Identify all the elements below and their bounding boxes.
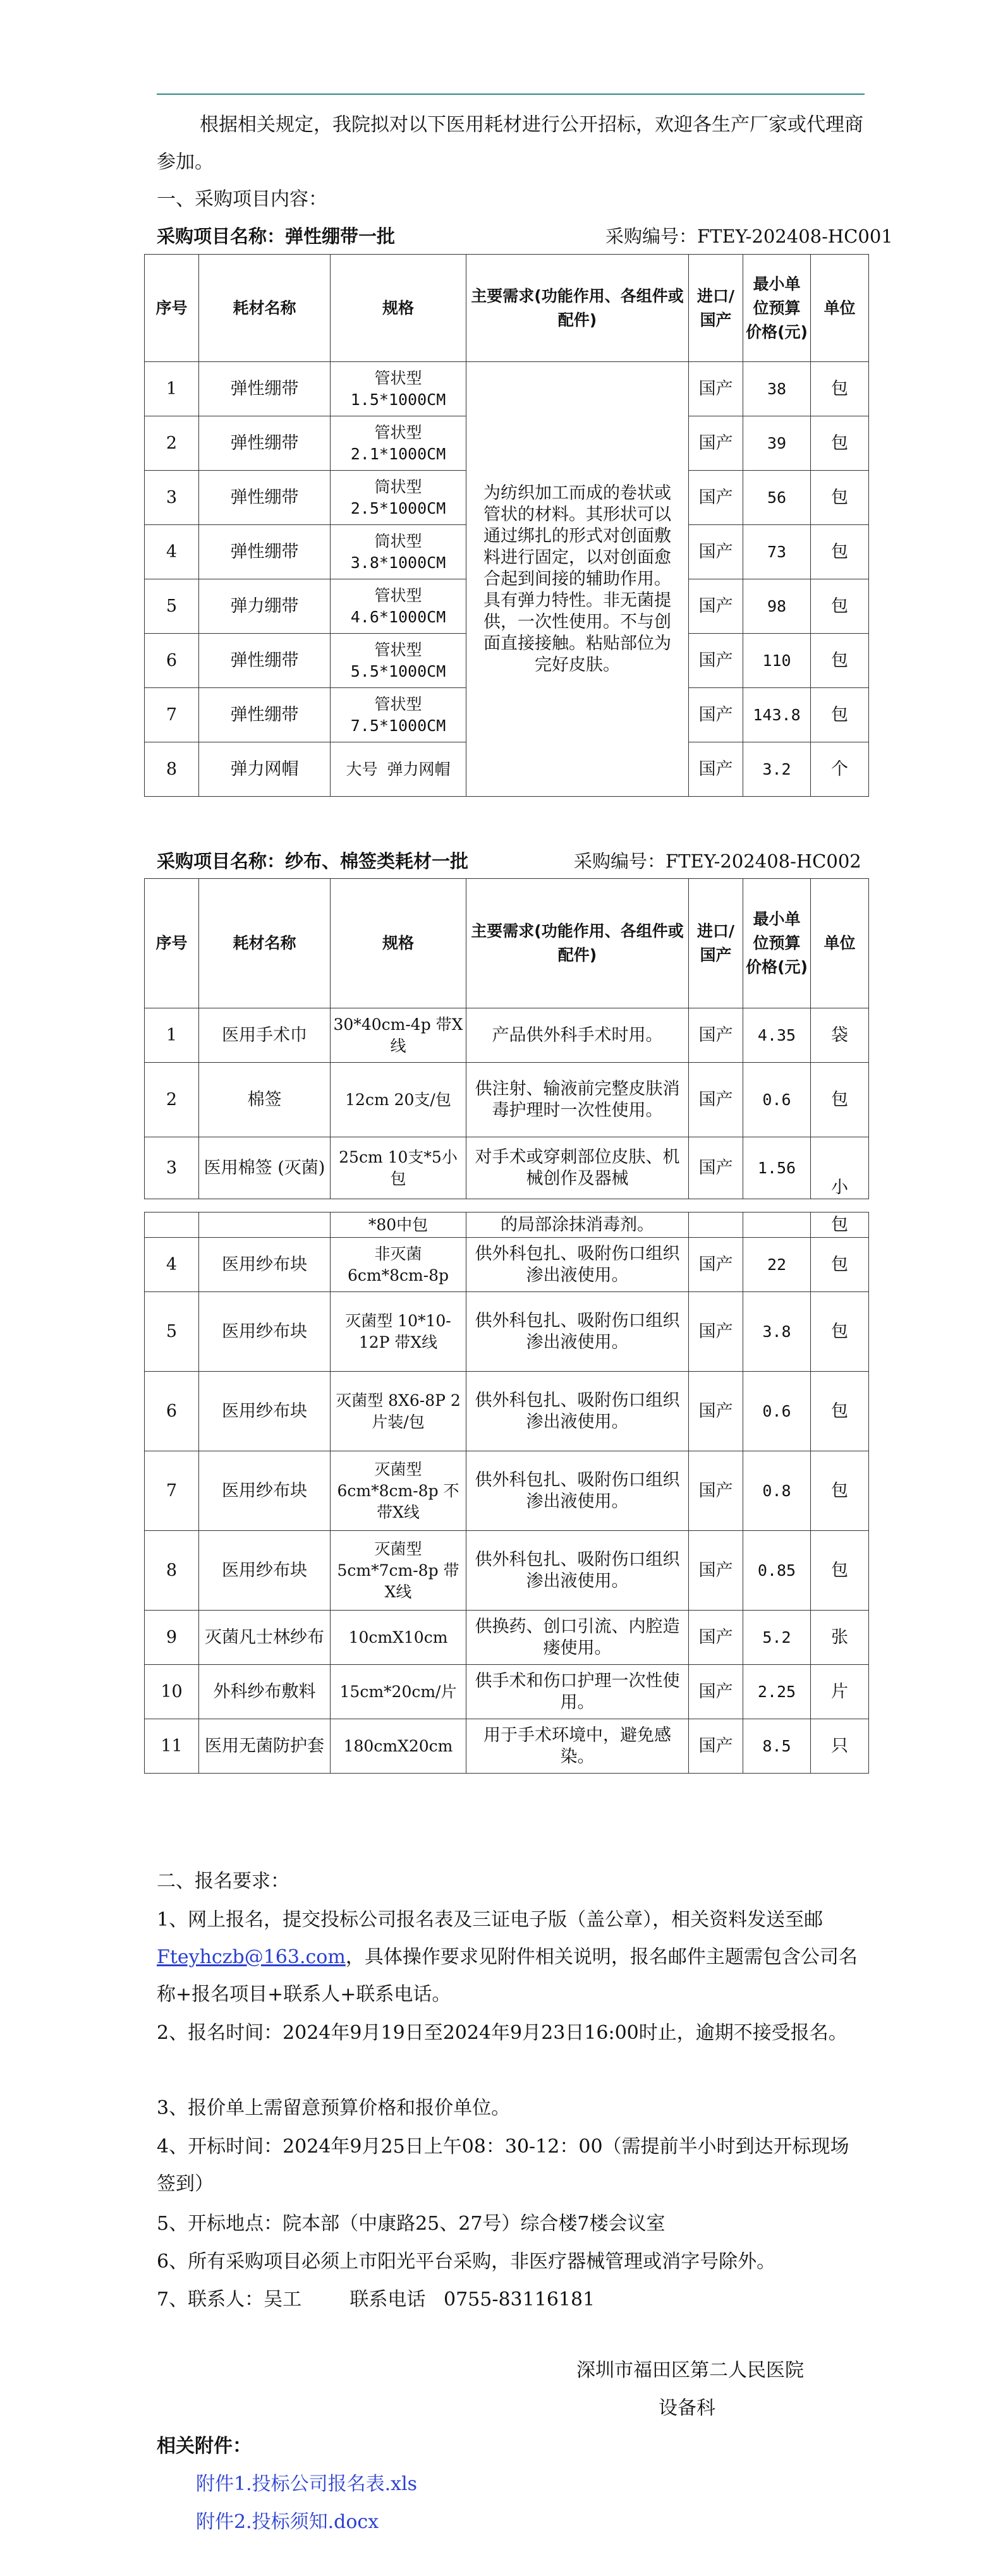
header-origin: 进口/国产 [689,879,743,1008]
attachment-link-2[interactable]: 附件2.投标须知.docx [196,2511,379,2533]
row-origin: 国产 [689,1008,743,1063]
row-requirement: 供注射、输液前完整皮肤消毒护理时一次性使用。 [466,1063,689,1137]
row-requirement: 的局部涂抹消毒剂。 [466,1212,689,1238]
row-no: 7 [145,1451,199,1531]
row-requirement: 为纺织加工而成的卷状或管状的材料。其形状可以通过绑扎的形式对创面敷料进行固定，以对创面愈合起到间接的辅助作用。具有弹力特性。非无菌提供，一次性使用。不与创面直接接触。粘贴部位为完好皮肤。 [466,362,689,797]
row-spec: 灭菌型 6cm*8cm-8p 不带X线 [331,1451,466,1531]
requirement-4: 4、开标时间：2024年9月25日上午08：30-12：00（需提前半小时到达开标现场签到） [157,2136,849,2195]
row-price: 0.6 [743,1063,811,1137]
row-price: 0.6 [743,1372,811,1451]
row-name: 医用纱布块 [199,1292,331,1372]
header-spec: 规格 [331,255,466,362]
row-unit: 小 [811,1137,869,1199]
row-name: 医用纱布块 [199,1531,331,1611]
section2-title: 二、报名要求： [157,1870,289,1892]
row-origin: 国产 [689,1719,743,1774]
row-name: 医用纱布块 [199,1372,331,1451]
project2-code: 采购编号：FTEY-202408-HC002 [574,850,861,872]
row-spec: 筒状型 3.8*1000CM [331,525,466,579]
row-price: 0.85 [743,1531,811,1611]
row-origin: 国产 [689,1063,743,1137]
row-requirement: 供换药、创口引流、内腔造瘘使用。 [466,1611,689,1665]
project2-name: 采购项目名称：纱布、棉签类耗材一批 [157,850,469,872]
requirement-3: 3、报价单上需留意预算价格和报价单位。 [157,2097,511,2119]
header-requirement: 主要需求(功能作用、各组件或配件) [466,879,689,1008]
row-spec: 管状型 2.1*1000CM [331,416,466,471]
row-spec: 25cm 10支*5小包 [331,1137,466,1199]
row-no [145,1212,199,1238]
row-spec: 15cm*20cm/片 [331,1665,466,1719]
row-spec: 30*40cm-4p 带X线 [331,1008,466,1063]
row-price: 0.8 [743,1451,811,1531]
row-spec: 大号 弹力网帽 [331,742,466,797]
requirement-6: 6、所有采购项目必须上市阳光平台采购，非医疗器械管理或消字号除外。 [157,2251,776,2273]
row-unit: 只 [811,1719,869,1774]
signature-organization: 深圳市福田区第二人民医院 [576,2359,804,2381]
table-header-row [145,879,869,1008]
row-unit: 包 [811,471,869,525]
row-origin: 国产 [689,634,743,688]
row-origin [689,1212,743,1238]
header-unit: 单位 [811,255,869,362]
row-origin: 国产 [689,416,743,471]
row-price: 73 [743,525,811,579]
row-unit: 包 [811,1292,869,1372]
row-unit: 包 [811,1212,869,1238]
row-requirement: 供外科包扎、吸附伤口组织渗出液使用。 [466,1372,689,1451]
row-requirement: 供外科包扎、吸附伤口组织渗出液使用。 [466,1238,689,1292]
row-spec: 灭菌型 8X6-8P 2片装/包 [331,1372,466,1451]
requirement-1 [157,1901,865,2013]
row-requirement: 供外科包扎、吸附伤口组织渗出液使用。 [466,1292,689,1372]
row-price: 110 [743,634,811,688]
attachment-link-1[interactable]: 附件1.投标公司报名表.xls [196,2473,418,2495]
row-origin: 国产 [689,362,743,416]
row-no: 3 [145,1137,199,1199]
row-spec: 10cmX10cm [331,1611,466,1665]
row-price: 5.2 [743,1611,811,1665]
row-origin: 国产 [689,1238,743,1292]
requirement-1-text-b: ，具体操作要求见附件相关说明，报名邮件主题需包含公司名称+报名项目+联系人+联系电话。 [157,1946,858,2005]
row-no: 3 [145,471,199,525]
header-no: 序号 [145,879,199,1008]
header-unit: 单位 [811,879,869,1008]
row-name: 弹力网帽 [199,742,331,797]
header-no: 序号 [145,255,199,362]
table-row [145,1451,869,1531]
row-no: 6 [145,634,199,688]
row-name: 医用棉签 (灭菌) [199,1137,331,1199]
row-unit: 包 [811,362,869,416]
row-unit: 袋 [811,1008,869,1063]
row-no: 10 [145,1665,199,1719]
table-row [145,1611,869,1665]
project1-table [144,254,869,797]
table-row [145,362,869,416]
row-price: 56 [743,471,811,525]
row-no: 4 [145,1238,199,1292]
row-price: 8.5 [743,1719,811,1774]
row-name: 医用手术巾 [199,1008,331,1063]
table-row [145,1137,869,1199]
row-unit: 包 [811,525,869,579]
project1-code: 采购编号：FTEY-202408-HC001 [605,226,893,247]
row-price: 3.8 [743,1292,811,1372]
row-spec: 管状型 1.5*1000CM [331,362,466,416]
row-name: 弹性绷带 [199,525,331,579]
requirement-1-text-a: 1、网上报名，提交投标公司报名表及三证电子版（盖公章），相关资料发送至邮 [157,1909,824,1931]
row-unit: 包 [811,1238,869,1292]
project2-table-part1 [144,878,869,1199]
table-row [145,1008,869,1063]
row-unit: 包 [811,579,869,634]
row-no: 6 [145,1372,199,1451]
requirement-7: 7、联系人：吴工 联系电话 0755-83116181 [157,2289,595,2311]
header-name: 耗材名称 [199,255,331,362]
row-requirement: 用于手术环境中，避免感染。 [466,1719,689,1774]
header-rule [157,94,865,95]
row-requirement: 供外科包扎、吸附伤口组织渗出液使用。 [466,1451,689,1531]
row-spec: 非灭菌 6cm*8cm-8p [331,1238,466,1292]
row-no: 2 [145,1063,199,1137]
row-name: 弹性绷带 [199,634,331,688]
row-unit: 包 [811,1451,869,1531]
row-unit: 片 [811,1665,869,1719]
row-spec: 12cm 20支/包 [331,1063,466,1137]
row-origin: 国产 [689,579,743,634]
header-requirement: 主要需求(功能作用、各组件或配件) [466,255,689,362]
table-row [145,1531,869,1611]
row-unit: 包 [811,688,869,742]
table-header-row [145,255,869,362]
header-origin: 进口/国产 [689,255,743,362]
row-name: 弹性绷带 [199,416,331,471]
section1-title: 一、采购项目内容： [157,188,327,210]
table-row [145,1372,869,1451]
row-name: 棉签 [199,1063,331,1137]
table-row [145,1292,869,1372]
row-unit: 张 [811,1611,869,1665]
row-price: 3.2 [743,742,811,797]
row-origin: 国产 [689,525,743,579]
row-requirement: 供手术和伤口护理一次性使用。 [466,1665,689,1719]
row-no: 4 [145,525,199,579]
header-price: 最小单位预算价格(元) [743,879,811,1008]
row-name: 灭菌凡士林纱布 [199,1611,331,1665]
row-no: 2 [145,416,199,471]
row-no: 1 [145,362,199,416]
row-price: 1.56 [743,1137,811,1199]
row-no: 8 [145,1531,199,1611]
row-origin: 国产 [689,1531,743,1611]
table-row [145,1063,869,1137]
row-unit: 个 [811,742,869,797]
signature-department: 设备科 [659,2397,715,2419]
row-requirement: 供外科包扎、吸附伤口组织渗出液使用。 [466,1531,689,1611]
row-price: 143.8 [743,688,811,742]
row-price: 4.35 [743,1008,811,1063]
row-origin: 国产 [689,471,743,525]
row-spec: 筒状型 2.5*1000CM [331,471,466,525]
row-no: 8 [145,742,199,797]
requirement-2: 2、报名时间：2024年9月19日至2024年9月23日16:00时止，逾期不接受报名。 [157,2022,848,2044]
header-name: 耗材名称 [199,879,331,1008]
row-unit: 包 [811,416,869,471]
row-name [199,1212,331,1238]
row-requirement: 对手术或穿刺部位皮肤、机械创作及器械 [466,1137,689,1199]
row-spec: 灭菌型 10*10-12P 带X线 [331,1292,466,1372]
row-no: 9 [145,1611,199,1665]
row-name: 医用纱布块 [199,1238,331,1292]
header-spec: 规格 [331,879,466,1008]
row-spec: 管状型 7.5*1000CM [331,688,466,742]
table-row [145,1719,869,1774]
row-no: 5 [145,579,199,634]
row-no: 7 [145,688,199,742]
attachments-title: 相关附件： [157,2435,252,2457]
table-row [145,1665,869,1719]
row-origin: 国产 [689,1292,743,1372]
row-name: 医用无菌防护套 [199,1719,331,1774]
row-name: 外科纱布敷料 [199,1665,331,1719]
email-link[interactable]: Fteyhczb@163.com [157,1946,346,1968]
row-origin: 国产 [689,742,743,797]
table-row-continuation [145,1212,869,1238]
table-row [145,1238,869,1292]
row-spec: 灭菌型 5cm*7cm-8p 带X线 [331,1531,466,1611]
row-spec: 180cmX20cm [331,1719,466,1774]
project1-name: 采购项目名称：弹性绷带一批 [157,226,396,247]
row-spec: 管状型 4.6*1000CM [331,579,466,634]
row-name: 弹性绷带 [199,471,331,525]
requirement-5: 5、开标地点：院本部（中康路25、27号）综合楼7楼会议室 [157,2213,666,2235]
row-name: 医用纱布块 [199,1451,331,1531]
row-origin: 国产 [689,688,743,742]
row-unit: 包 [811,1372,869,1451]
row-unit: 包 [811,1531,869,1611]
project2-table-part2 [144,1212,869,1774]
row-name: 弹性绷带 [199,688,331,742]
row-no: 11 [145,1719,199,1774]
row-spec: *80中包 [331,1212,466,1238]
row-name: 弹性绷带 [199,362,331,416]
row-price: 98 [743,579,811,634]
row-requirement: 产品供外科手术时用。 [466,1008,689,1063]
row-spec: 管状型 5.5*1000CM [331,634,466,688]
row-price [743,1212,811,1238]
row-origin: 国产 [689,1611,743,1665]
row-price: 2.25 [743,1665,811,1719]
row-price: 38 [743,362,811,416]
row-unit: 包 [811,1063,869,1137]
header-price: 最小单位预算价格(元) [743,255,811,362]
row-origin: 国产 [689,1451,743,1531]
row-price: 22 [743,1238,811,1292]
row-name: 弹力绷带 [199,579,331,634]
row-price: 39 [743,416,811,471]
row-unit: 包 [811,634,869,688]
row-origin: 国产 [689,1665,743,1719]
row-no: 1 [145,1008,199,1063]
intro-paragraph: 根据相关规定，我院拟对以下医用耗材进行公开招标，欢迎各生产厂家或代理商参加。 [157,114,863,173]
row-no: 5 [145,1292,199,1372]
row-origin: 国产 [689,1137,743,1199]
row-origin: 国产 [689,1372,743,1451]
